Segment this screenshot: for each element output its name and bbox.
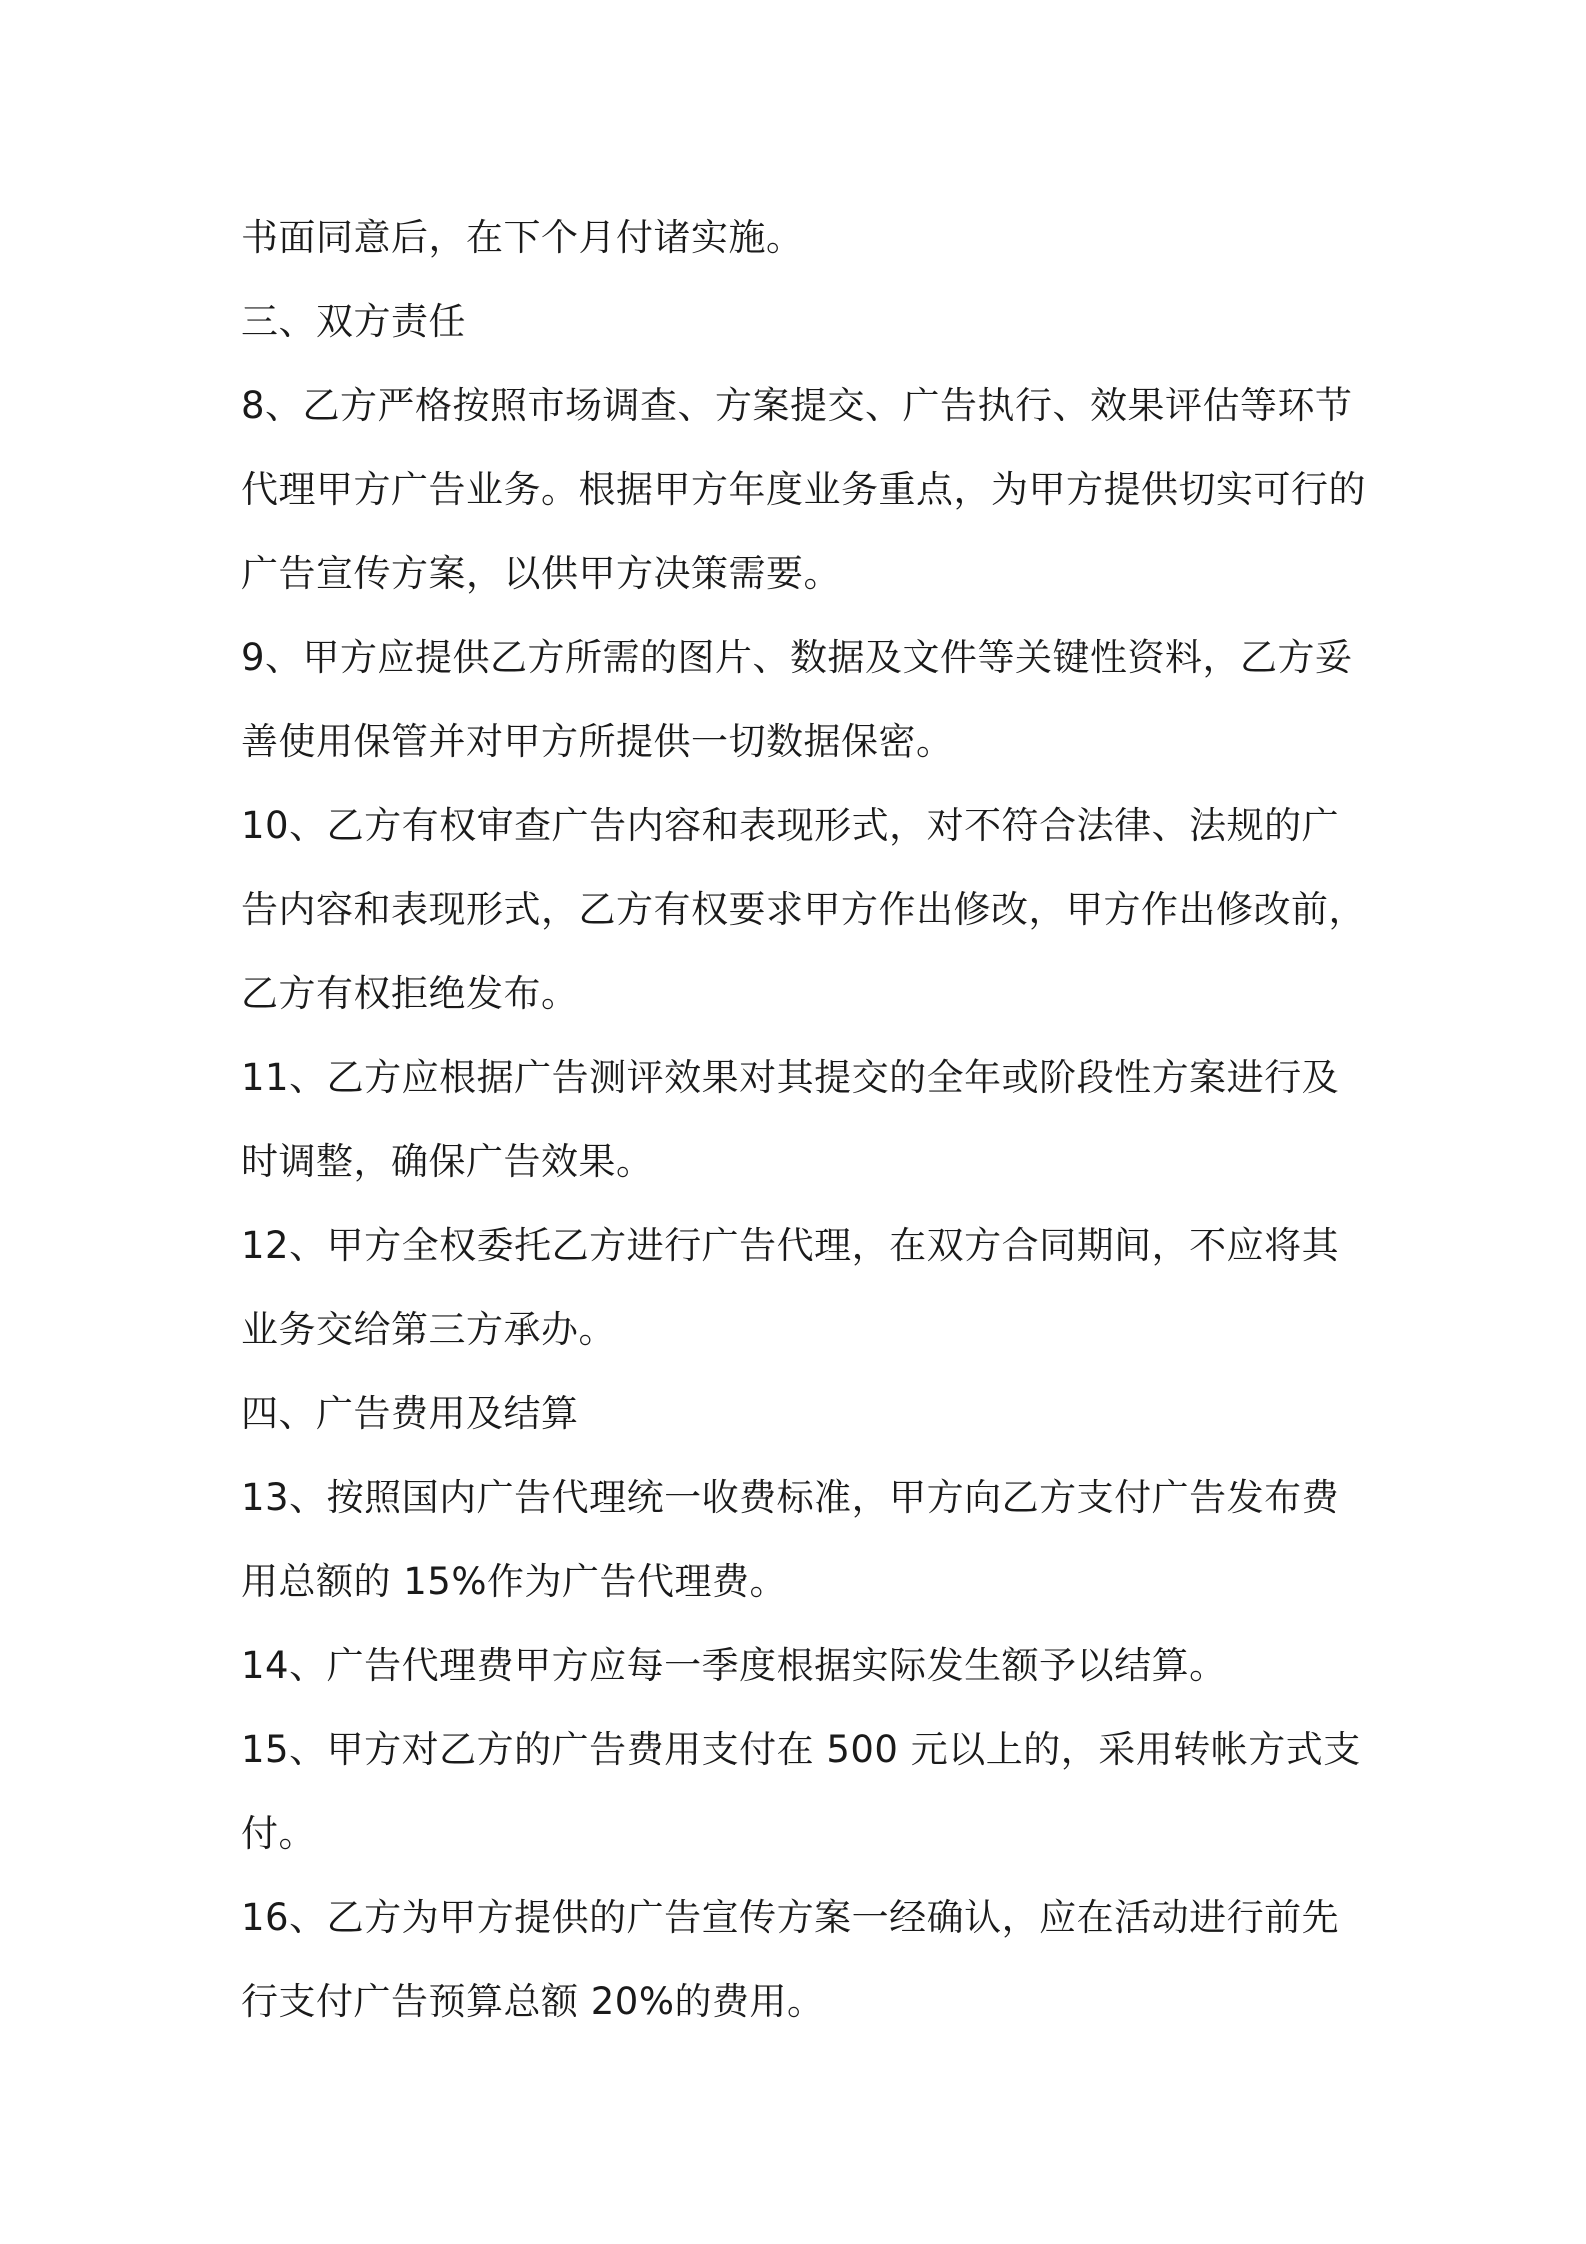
clause-13-line-1: 13、按照国内广告代理统一收费标准，甲方向乙方支付广告发布费 xyxy=(241,1476,1340,1519)
clause-16-line-2: 行支付广告预算总额 20%的费用。 xyxy=(241,1980,825,2023)
clause-12-line-2: 业务交给第三方承办。 xyxy=(241,1308,616,1351)
clause-8-line-2: 代理甲方广告业务。根据甲方年度业务重点，为甲方提供切实可行的 xyxy=(241,468,1366,511)
clause-12-line-1: 12、甲方全权委托乙方进行广告代理，在双方合同期间，不应将其 xyxy=(241,1224,1340,1267)
clause-13-line-2: 用总额的 15%作为广告代理费。 xyxy=(241,1560,787,1603)
clause-10-line-1: 10、乙方有权审查广告内容和表现形式，对不符合法律、法规的广 xyxy=(241,804,1340,847)
clause-16-line-1: 16、乙方为甲方提供的广告宣传方案一经确认，应在活动进行前先 xyxy=(241,1896,1340,1939)
clause-9-line-1: 9、甲方应提供乙方所需的图片、数据及文件等关键性资料，乙方妥 xyxy=(241,636,1353,679)
section-heading-responsibilities: 三、双方责任 xyxy=(241,300,466,343)
clause-14-line-1: 14、广告代理费甲方应每一季度根据实际发生额予以结算。 xyxy=(241,1644,1227,1687)
section-heading-fees: 四、广告费用及结算 xyxy=(241,1392,579,1435)
clause-10-line-2: 告内容和表现形式，乙方有权要求甲方作出修改，甲方作出修改前， xyxy=(241,888,1366,931)
clause-9-line-2: 善使用保管并对甲方所提供一切数据保密。 xyxy=(241,720,954,763)
clause-10-line-3: 乙方有权拒绝发布。 xyxy=(241,972,579,1015)
text-line-continuation: 书面同意后，在下个月付诸实施。 xyxy=(241,216,804,259)
clause-8-line-1: 8、乙方严格按照市场调查、方案提交、广告执行、效果评估等环节 xyxy=(241,384,1353,427)
clause-8-line-3: 广告宣传方案，以供甲方决策需要。 xyxy=(241,552,841,595)
clause-11-line-1: 11、乙方应根据广告测评效果对其提交的全年或阶段性方案进行及 xyxy=(241,1056,1340,1099)
clause-15-line-2: 付。 xyxy=(241,1812,316,1855)
clause-11-line-2: 时调整，确保广告效果。 xyxy=(241,1140,654,1183)
clause-15-line-1: 15、甲方对乙方的广告费用支付在 500 元以上的，采用转帐方式支 xyxy=(241,1728,1361,1771)
document-body xyxy=(241,196,1366,2044)
